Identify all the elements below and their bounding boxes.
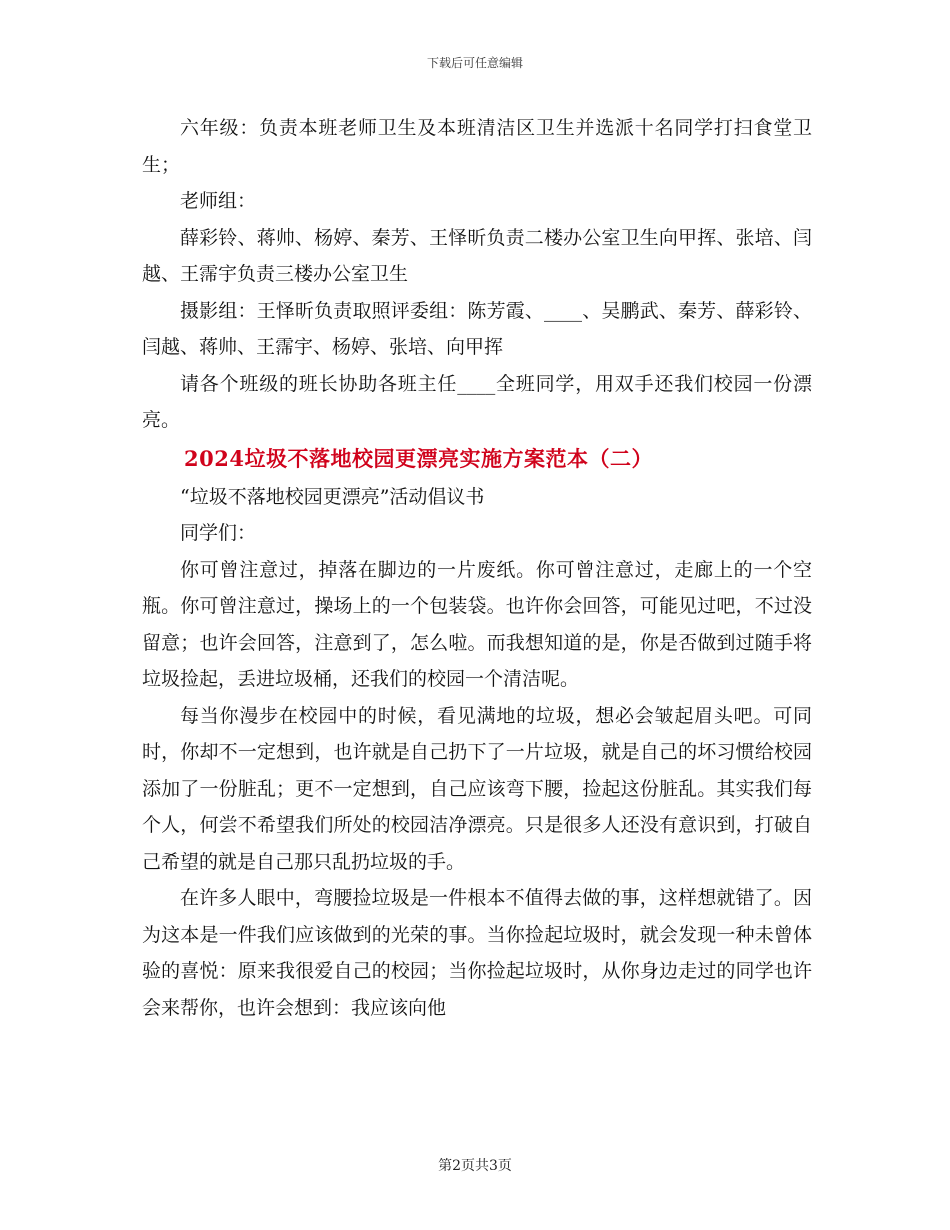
paragraph-teacher-group: 薛彩铃、蒋帅、杨婷、秦芳、王怿昕负责二楼办公室卫生向甲挥、张培、闫越、王霈宇负责三楼办公室卫生 <box>142 226 812 285</box>
paragraph-body-1: 你可曾注意过，掉落在脚边的一片废纸。你可曾注意过，走廊上的一个空瓶。你可曾注意过，操场上的一个包装袋。也许你会回答，可能见过吧，不过没留意；也许会回答，注意到了，怎么啦。而我想知道的是，你是否做到过随手将垃圾捡起，丢进垃圾桶，还我们的校园一个清洁呢。 <box>142 558 812 690</box>
paragraph-grade-six: 六年级：负责本班老师卫生及本班清洁区卫生并选派十名同学打扫食堂卫生； <box>142 117 812 176</box>
document-body <box>142 110 812 1026</box>
page-header-note: 下载后可任意编辑 <box>426 56 523 70</box>
paragraph-body-3: 在许多人眼中，弯腰捡垃圾是一件根本不值得去做的事，这样想就错了。因为这本是一件我们应该做到的光荣的事。当你捡起垃圾时，就会发现一种未曾体验的喜悦：原来我很爱自己的校园；当你捡起垃圾时，从你身边走过的同学也许会来帮你，也许会想到：我应该向他 <box>142 887 812 1019</box>
paragraph-monitor-request: 请各个班级的班长协助各班主任____全班同学，用双手还我们校园一份漂亮。 <box>142 372 812 431</box>
section-title: 2024垃圾不落地校园更漂亮实施方案范本（二） <box>184 445 653 471</box>
page-number: 第2页共3页 <box>438 1158 512 1174</box>
paragraph-body-2: 每当你漫步在校园中的时候，看见满地的垃圾，想必会皱起眉头吧。可同时，你却不一定想到，也许就是自己扔下了一片垃圾，就是自己的坏习惯给校园添加了一份脏乱；更不一定想到，自己应该弯下腰，捡起这份脏乱。其实我们每个人，何尝不希望我们所处的校园洁净漂亮。只是很多人还没有意识到，打破自己希望的就是自己那只乱扔垃圾的手。 <box>142 704 812 873</box>
paragraph-proposal-title: “垃圾不落地校园更漂亮”活动倡议书 <box>180 485 485 508</box>
paragraph-photo-group: 摄影组：王怿昕负责取照评委组：陈芳霞、____、吴鹏武、秦芳、薛彩铃、闫越、蒋帅、王霈宇、杨婷、张培、向甲挥 <box>142 299 812 358</box>
paragraph-salutation: 同学们： <box>180 522 257 544</box>
paragraph-teacher-group-label: 老师组： <box>180 190 257 212</box>
